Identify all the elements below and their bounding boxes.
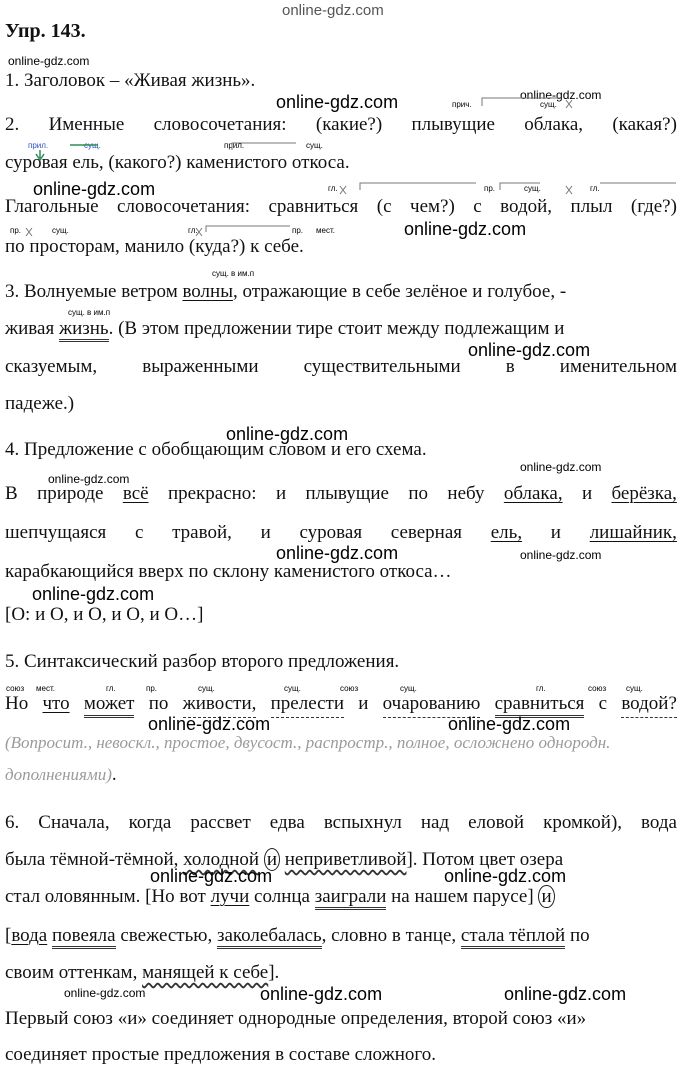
label-mest: мест. [316,226,335,235]
label-gl: гл. [590,184,600,193]
label: сущ. [626,684,643,693]
label-sush: сущ. [540,100,557,109]
watermark: online-gdz.com [444,866,567,886]
word: словосочетания: [117,196,251,217]
circled-conjunction: и [264,848,280,871]
object-word: водой? [621,693,677,718]
text: своим оттенкам, [5,962,143,983]
watermark: online-gdz.com [260,984,383,1004]
word: суровая [299,522,363,543]
label: гл. [106,684,116,693]
word: травой, [172,522,232,543]
subject-word: что [42,693,70,714]
word: Именные [48,114,125,135]
cross-mark [340,186,346,194]
word: Глагольные [5,196,99,217]
word: 6. [5,812,20,833]
word: небу [447,483,485,504]
word: водой, [500,196,553,217]
word: Но [5,693,29,714]
word: едва [269,812,305,833]
label-sush: сущ. [84,141,101,150]
section-5-note-line-1: (Вопросит., невоскл., простое, двусост., распростр., полное, осложнено однородн. [5,733,611,752]
word: плыл [570,196,613,217]
watermark: online-gdz.com [8,54,90,68]
label-sush: сущ. [306,141,323,150]
section-5-heading: 5. Синтаксический разбор второго предложения. [5,651,400,672]
word: и [581,483,593,504]
section-4-heading: 4. Предложение с обобщающим словом и его схема. [5,439,427,460]
word: рассвет [190,812,251,833]
word: еловой [468,812,525,833]
word: шепчущаяся [5,522,107,543]
cross-mark [566,186,572,194]
word: сравниться [268,196,359,217]
text: . (В этом предложении тире стоит между подлежащим и [108,318,565,339]
label: союз [588,684,607,693]
label-pr: пр. [484,184,496,193]
word: сказуемым, [5,356,98,377]
label: союз [340,684,359,693]
word: вода [641,812,677,833]
label-prich: прич. [452,100,472,109]
word: выраженными [142,356,259,377]
text: ]. [268,962,280,983]
object-word: очарованию [383,693,481,718]
subject: волны [182,281,233,302]
cross-mark [26,228,32,236]
section-6-conclusion-line-2: соединяет простые предложения в составе сложного. [5,1044,436,1065]
word: 2. [5,114,20,135]
watermark: online-gdz.com [148,714,271,734]
object-word: живости, [183,693,257,718]
cross-mark [566,100,572,108]
subject-word: берёзка, [611,483,677,504]
word: и [260,522,271,543]
watermark: online-gdz.com [404,219,527,239]
word: (какие?) [315,114,383,135]
label-pril: прил. [224,141,245,150]
word: существительными [303,356,461,377]
watermark: online-gdz.com [504,984,627,1004]
label: сущ. [400,684,417,693]
word: (где?) [630,196,677,217]
word: кромкой), [543,812,623,833]
word: по [408,483,429,504]
label: сущ. [198,684,215,693]
phrase-bracket [482,98,560,106]
label: пр. [146,684,158,693]
watermark: online-gdz.com [520,88,602,102]
word: и [550,522,561,543]
text: стал оловянным. [Но вот [5,886,211,907]
label-pril: прил. [28,141,49,150]
text: . [111,764,117,785]
word: плывущие [411,114,495,135]
label-gl: гл. [328,184,338,193]
word: плывущие [305,483,389,504]
object-word: прелести [271,693,344,718]
predicate-word: заколебалась [217,925,322,949]
watermark: online-gdz.com [448,714,571,734]
word: когда [128,812,172,833]
label-sush: сущ. [524,184,541,193]
word: облака, [524,114,584,135]
phrase-bracket [360,183,476,190]
section-6-conclusion-line-1: Первый союз «и» соединяет однородные определения, второй союз «и» [5,1008,587,1029]
word: с [473,196,482,217]
label-sush: сущ. [52,226,69,235]
text: [ [5,925,12,946]
predicate-word: стала тёплой [461,925,565,949]
watermark: online-gdz.com [520,460,602,474]
attribute-word: холодной [183,849,260,870]
section-4-line-3: карабкающийся вверх по склону каменистого откоса… [5,561,452,582]
text: , отражающие в себе зелёное и голубое, - [232,281,567,302]
watermark: online-gdz.com [520,548,602,562]
subject-word: ель, [490,522,523,543]
subject-word: вода [11,925,48,946]
watermark: online-gdz.com [150,866,273,886]
word: северная [390,522,463,543]
page-title: Упр. 143. [5,20,86,42]
label-pr: пр. [292,226,304,235]
word: именительном [559,356,677,377]
word: с [134,522,144,543]
word: чем?) [410,196,455,217]
predicate: жизнь [59,318,109,342]
watermark: online-gdz.com [33,179,156,199]
text: солнца [249,886,315,907]
watermark-top: online-gdz.com [282,2,384,19]
watermark: online-gdz.com [226,424,349,444]
attribute-word: неприветливой [284,849,407,870]
cross-mark [196,228,202,236]
watermark: online-gdz.com [64,986,146,1000]
label: союз [6,684,25,693]
word: и [275,483,287,504]
text: ]. Потом цвет озера [406,849,564,870]
word: с [598,693,608,714]
watermark: online-gdz.com [276,92,399,112]
subject-word: всё [122,483,149,504]
word: Сначала, [38,812,110,833]
word: по [148,693,169,714]
word: над [420,812,450,833]
label-gl: гл. [188,226,198,235]
attribute-phrase: манящей к себе [142,962,269,983]
subject-word: лишайник, [589,522,677,543]
watermark: online-gdz.com [48,472,130,486]
word: и [358,693,369,714]
word: (с [376,196,392,217]
label: сущ. [284,684,301,693]
predicate-word: заиграли [315,886,387,910]
watermark: online-gdz.com [468,340,591,360]
word: природе [37,483,104,504]
phrase-bracket [232,143,296,150]
predicate-word: может [84,693,135,718]
section-3-line-4: падеже.) [5,393,75,414]
label-pr: пр. [10,226,22,235]
text: была тёмной-тёмной, [5,849,184,870]
label-nominative: сущ. в им.п [68,308,111,317]
predicate-word: повеяла [52,925,116,949]
green-arrow [36,150,44,160]
watermark: online-gdz.com [32,584,155,604]
subject-word: облака, [503,483,563,504]
word: В [5,483,18,504]
section-4-scheme: [О: и О, и О, и О, и О…] [5,604,204,625]
section-2-line-4: по просторам, манило (куда?) к себе. [5,236,304,257]
text: по [565,925,590,946]
label: гл. [536,684,546,693]
circled-conjunction: и [538,885,554,908]
watermark: online-gdz.com [276,543,399,563]
text: 3. Волнуемые ветром [5,281,183,302]
predicate-word: сравниться [495,693,585,718]
word: словосочетания: [153,114,287,135]
text: свежестью, [115,925,217,946]
section-1-title-line: 1. Заголовок – «Живая жизнь». [5,70,256,91]
word: вспыхнул [323,812,402,833]
subject-word: лучи [210,886,250,907]
word: в [505,356,515,377]
phrase-bracket [206,226,290,232]
text: , словно в танце, [321,925,461,946]
label: мест. [36,684,55,693]
phrase-bracket [500,183,540,190]
word: прекрасно: [167,483,257,504]
label-nominative: сущ. в им.п [212,269,255,278]
word: (какая?) [612,114,677,135]
note-text: дополнениями) [5,765,112,784]
text: живая [5,318,59,339]
text: на нашем парусе] [386,886,539,907]
section-2-line-2: суровая ель, (какого?) каменистого откоса. [5,152,350,173]
